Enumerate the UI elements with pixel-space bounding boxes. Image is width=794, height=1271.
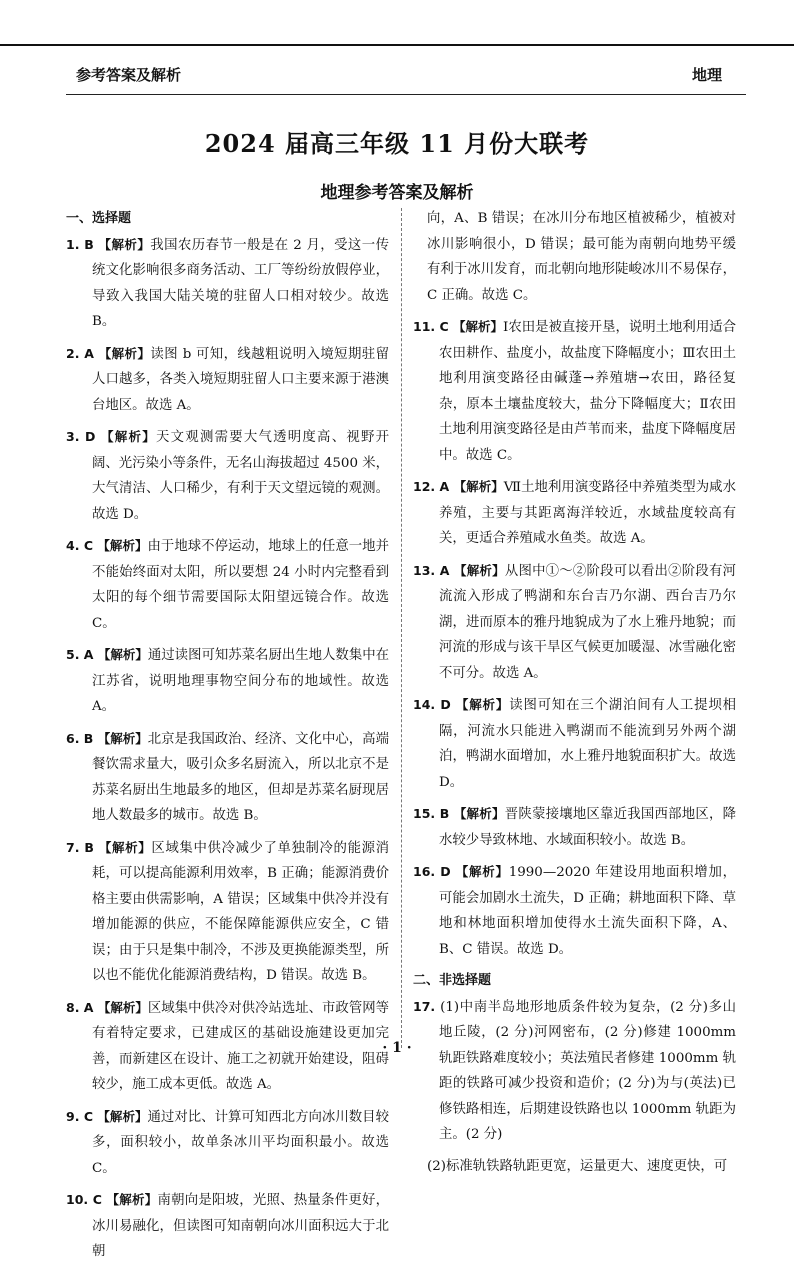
analysis-tag: 【解析】 [97, 538, 148, 553]
answer-item [66, 424, 389, 527]
answer-item [413, 994, 736, 1148]
answer-number: 3. D [66, 429, 102, 444]
answer-number: 15. B [413, 806, 454, 821]
answer-item [66, 533, 389, 636]
analysis-tag: 【解析】 [455, 697, 510, 712]
left-answer-list [66, 232, 389, 1265]
answer-number: 9. C [66, 1108, 98, 1124]
analysis-tag: 【解析】 [98, 345, 151, 361]
answer-item [66, 1187, 389, 1265]
section-nonchoice-heading: 二、非选择题 [413, 973, 492, 988]
answer-number: 2. A [66, 345, 99, 361]
right-answer-list [413, 206, 736, 962]
answer-text: 1990—2020 年建设用地面积增加，可能会加剧水土流失，D 正确；耕地面积下降、草地和林地面积增加使得水土流失面积下降，A、B、C 错误。故选 D。 [439, 865, 736, 957]
answer-item [66, 726, 389, 829]
answer-text: Ⅶ土地利用演变路径中养殖类型为咸水养殖，主要与其距离海洋较近，水域盐度较高有关，更适合养殖咸水鱼类。故选 A。 [439, 480, 736, 546]
page-number: · 1 · [382, 1040, 412, 1056]
answer-item [413, 474, 736, 552]
answer-text: 向，A、B 错误；在冰川分布地区植被稀少，植被对冰川影响很小，D 错误；最可能为南朝向地势平缓有利于冰川发育，而北朝向地形陡峻冰川不易保存，C 正确。故选 C。 [427, 211, 736, 303]
answer-item [413, 801, 736, 853]
answer-number: 6. B [66, 730, 98, 746]
answer-text: 由于地球不停运动，地球上的任意一地并不能始终面对太阳，所以要想 24 小时内完整看到太阳的每个细节需要国际太阳望远镜合作。故选 C。 [92, 539, 389, 631]
analysis-tag: 【解析】 [101, 429, 157, 444]
analysis-tag: 【解析】 [453, 479, 504, 494]
answer-number: 14. D [413, 697, 456, 712]
answer-text: 我国农历春节一般是在 2 月，受这一传统文化影响很多商务活动、工厂等纷纷放假停业，导致入我国大陆关境的驻留人口相对较少。故选 B。 [92, 237, 389, 329]
answer-number: 10. C [66, 1192, 107, 1207]
analysis-tag: 【解析】 [98, 236, 151, 252]
answer-number: 17. [413, 998, 441, 1014]
section-choice-heading: 一、选择题 [66, 211, 132, 226]
header-left: 参考答案及解析 [76, 66, 182, 84]
page-title: 2024 届高三年级 11 月份大联考 [204, 129, 590, 158]
answer-item [413, 1154, 736, 1180]
answer-number: 12. A [413, 479, 454, 494]
answer-number: 7. B [66, 839, 99, 855]
header-rule [66, 94, 746, 95]
analysis-tag: 【解析】 [97, 730, 148, 746]
answer-number: 4. C [66, 538, 98, 553]
analysis-tag: 【解析】 [106, 1192, 158, 1207]
page-subtitle: 地理参考答案及解析 [320, 183, 474, 203]
answer-item [413, 558, 736, 687]
analysis-tag: 【解析】 [453, 319, 504, 334]
answer-item [413, 692, 736, 795]
answer-text: 从图中①～②阶段可以看出②阶段有河流流入形成了鸭湖和东台吉乃尔湖、西台吉乃尔湖，进而原本的雅丹地貌成为了水上雅丹地貌；而河流的形成与该干旱区气候更加暖湿、冰雪融化密不可分。故选 A。 [439, 563, 736, 681]
answer-item [66, 341, 389, 419]
analysis-tag: 【解析】 [97, 999, 148, 1015]
answer-text: 通过对比、计算可知西北方向冰川数目较多，面积较小，故单条冰川平均面积最小。故选 C。 [92, 1109, 389, 1176]
right-column [413, 206, 736, 1185]
analysis-tag: 【解析】 [455, 864, 509, 879]
answer-item [66, 1104, 389, 1182]
answer-number: 8. A [66, 999, 98, 1015]
answer-item [413, 314, 736, 468]
answer-text: (1)中南半岛地形地质条件较为复杂，(2 分)多山地丘陵，(2 分)河网密布，(2 分)修建 1000mm 轨距铁路难度较小；英法殖民者修建 1000mm 轨距的铁路可减少投资和造价；(2 分)为与(英法)已修铁路相连，后期建设铁路也以 1000mm 轨距为主。(2 分) [439, 999, 736, 1142]
answer-item [66, 642, 389, 720]
answer-text: 天文观测需要大气透明度高、视野开阔、光污染小等条件，无名山海拔超过 4500 米，大气清洁、人口稀少，有利于天文望远镜的观测。故选 D。 [92, 430, 390, 522]
analysis-tag: 【解析】 [98, 839, 152, 855]
answer-text: 读图可知在三个湖泊间有人工提坝相隔，河流水只能进入鸭湖而不能流到另外两个湖泊，鸭湖水面增加，水上雅丹地貌面积扩大。故选 D。 [439, 698, 736, 790]
answer-text: 晋陕蒙接壤地区靠近我国西部地区，降水较少导致林地、水域面积较小。故选 B。 [439, 807, 736, 848]
analysis-tag: 【解析】 [97, 1108, 148, 1124]
answer-number: 13. A [413, 562, 454, 578]
answer-item [66, 835, 389, 989]
answer-text: 通过读图可知苏菜名厨出生地人数集中在江苏省，说明地理事物空间分布的地域性。故选 A。 [92, 648, 389, 714]
answer-number: 5. A [66, 647, 98, 662]
answer-number: 1. B [66, 236, 99, 252]
answer-item [413, 859, 736, 962]
top-rule [0, 44, 794, 46]
left-column [66, 206, 389, 1271]
answer-number: 11. C [413, 319, 454, 334]
answer-item [413, 206, 736, 308]
answer-text: 区域集中供冷对供冷站选址、市政管网等有着特定要求，已建成区的基础设施建设更加完善，而新建区在设计、施工之初就开始建设，阻碍较少，施工成本更低。故选 A。 [92, 1000, 389, 1092]
analysis-tag: 【解析】 [453, 806, 505, 821]
answer-text: 北京是我国政治、经济、文化中心，高端餐饮需求量大，吸引众多名厨流入，所以北京不是苏菜名厨出生地最多的地区，但却是苏菜名厨现居地人数最多的城市。故选 B。 [92, 731, 389, 823]
answer-text: 读图 b 可知，线越粗说明入境短期驻留人口越多，各类入境短期驻留人口主要来源于港澳台地区。故选 A。 [92, 346, 389, 413]
answer-item [66, 232, 389, 335]
answer-text: 区域集中供冷减少了单独制冷的能源消耗，可以提高能源利用效率，B 正确；能源消费价格主要由供需影响，A 错误；区域集中供冷并没有增加能源的供应，不能保障能源供应安全，C 错误；由于只是集中制冷，不涉及更换能源类型，所以也不能优化能源消费结构，D 错误。故选 B。 [92, 840, 389, 983]
analysis-tag: 【解析】 [453, 562, 505, 578]
header-right: 地理 [691, 66, 722, 84]
q17-answer-list [413, 994, 736, 1180]
answer-text: Ⅰ农田是被直接开垦，说明土地利用适合农田耕作、盐度小，故盐度下降幅度小；Ⅲ农田土地利用演变路径由碱蓬→养殖塘→农田，路径复杂，原本土壤盐度较大，盐分下降幅度大；Ⅱ农田土地利用演变路径是由芦苇而来，盐度下降幅度居中。故选 C。 [439, 320, 736, 463]
analysis-tag: 【解析】 [97, 647, 148, 662]
answer-number: 16. D [413, 864, 456, 879]
column-divider [401, 208, 402, 1048]
answer-text: 南朝向是阳坡，光照、热量条件更好，冰川易融化，但读图可知南朝向冰川面积远大于北朝 [92, 1193, 389, 1259]
answer-text: (2)标准轨铁路轨距更宽，运量更大、速度更快，可 [427, 1158, 728, 1174]
